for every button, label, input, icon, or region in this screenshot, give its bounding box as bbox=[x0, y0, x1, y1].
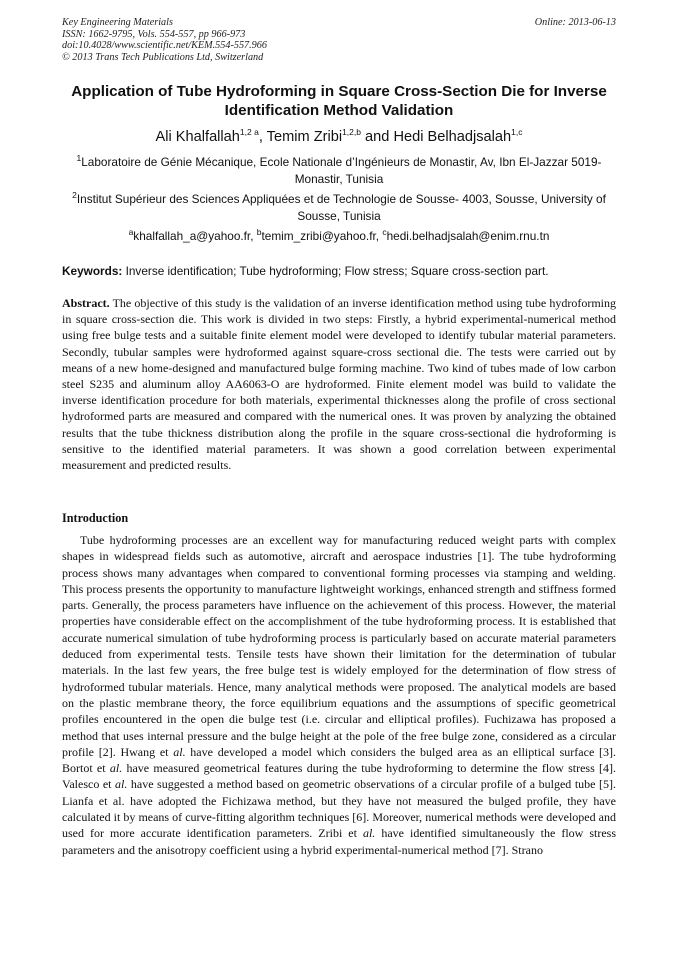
italic-text: al. bbox=[109, 761, 123, 776]
body-text: have identified simultaneously the flow stress parameters and the anisotropy coefficient using a hybrid experimental-numerical method [7]. Strano bbox=[62, 826, 617, 857]
email-list bbox=[62, 228, 616, 245]
keywords-label: Keywords: bbox=[62, 264, 123, 278]
email-superscript: a bbox=[128, 227, 134, 238]
affiliation-2 bbox=[62, 191, 616, 225]
body-text: have measured geometrical features during the tube hydroforming to determine the flow stress [4]. Valesco et bbox=[62, 761, 616, 792]
affiliation-superscript: 2 bbox=[72, 190, 77, 201]
author-name: Ali Khalfallah bbox=[155, 129, 240, 145]
abstract-paragraph bbox=[62, 295, 616, 473]
body-text: Tube hydroforming processes are an excellent way for manufacturing reduced weight parts with complex shapes in widespread fields such as automotive, aircraft and aerospace industries [1]. The tube hydroforming process shows many advantages when compared to conventional forming processes via stamping and welding. This process presents the opportunity to manufacture lightweight workings, enhanced strength and stiffness formed parts. Generally, the process parameters have influence on the achievement of this process. However, the material properties have considerable effect on the accomplishment of the tube hydroforming process. It is established that accurate numerical simulation of tube hydroforming process is particularly based on accurate material parameters deduced from experimental tests. Tensile tests have shown their limitation for the determination of tubular materials. In the last few years, the free bulge test is widely employed for the determination of flow stress of hydroformed tubular materials. Hence, many analytical methods were proposed. The analytical models are based on the plastic membrane theory, the force equilibrium equations and the assumptions of specific geometrical profiles encountered in the open die bulge test (i.e. circular and elliptical profiles). Fuchizawa has proposed a method that uses internal pressure and the bulge height at the pole of the free bulge zone, considered as a circular profile [2]. Hwang et bbox=[62, 533, 616, 759]
paper-title: Application of Tube Hydroforming in Square Cross-Section Die for Inverse Identification Method Validation bbox=[71, 83, 607, 119]
section-heading-introduction: Introduction bbox=[62, 511, 129, 525]
doi-line: doi:10.4028/www.scientific.net/KEM.554-557.966 bbox=[62, 40, 267, 52]
author-list bbox=[62, 128, 616, 146]
italic-text: al. bbox=[362, 826, 376, 841]
email-link[interactable]: khalfallah_a@yahoo.fr bbox=[133, 229, 251, 243]
body-text: have suggested a method based on geometric observations of a circular profile of a bulged tube [5]. Lianfa et al. have adopted the Fichizawa method, but they have not measured the bulged profile, they have calculated it by means of curve-fitting algorithm techniques [6]. Moreover, numerical methods were developed and used for more accurate identification parameters. Zribi et bbox=[62, 777, 616, 841]
keywords-line bbox=[62, 263, 616, 279]
author-superscript: 1,2,b bbox=[342, 127, 361, 138]
affiliation-1 bbox=[62, 154, 616, 188]
issn-line: ISSN: 1662-9795, Vols. 554-557, pp 966-973 bbox=[62, 28, 246, 40]
author-name: Hedi Belhadjsalah bbox=[393, 129, 512, 145]
introduction-paragraph bbox=[62, 532, 616, 858]
email-separator: , bbox=[375, 229, 383, 243]
online-date: Online: 2013-06-13 bbox=[534, 17, 616, 28]
copyright-line: © 2013 Trans Tech Publications Ltd, Switzerland bbox=[62, 51, 264, 63]
affiliation-text: Institut Supérieur des Sciences Appliquées et de Technologie de Sousse- 4003, Sousse, University of Sousse, Tunisia bbox=[76, 192, 606, 223]
author-separator: , bbox=[258, 129, 267, 145]
author-superscript: 1,c bbox=[511, 127, 523, 138]
email-superscript: b bbox=[256, 227, 262, 238]
keywords-text: Inverse identification; Tube hydroforming; Flow stress; Square cross-section part. bbox=[122, 264, 549, 278]
body-text: have developed a model which considers the bulged area as an elliptical surface [3]. Bortot et bbox=[62, 744, 617, 776]
author-superscript: 1,2 a bbox=[239, 127, 259, 138]
italic-text: al. bbox=[115, 777, 128, 792]
italic-text: al. bbox=[173, 744, 186, 759]
author-separator: and bbox=[360, 129, 394, 145]
email-superscript: c bbox=[382, 227, 387, 238]
journal-name: Key Engineering Materials bbox=[62, 17, 173, 28]
affiliation-text: Laboratoire de Génie Mécanique, Ecole Nationale d’Ingénieurs de Monastir, Av, Ibn El-Jazzar 5019- Monastir, Tunisia bbox=[81, 155, 602, 186]
affiliation-superscript: 1 bbox=[76, 153, 82, 164]
abstract-label: Abstract. bbox=[62, 296, 110, 310]
email-separator: , bbox=[250, 229, 257, 243]
author-name: Temim Zribi bbox=[266, 129, 343, 145]
abstract-text: The objective of this study is the validation of an inverse identification method using tube hydroforming in square cross-section die. This work is divided in two steps: Firstly, a hybrid experimental-numerical method using free bulge tests and a suitable finite element model were developed to identify tubular material parameters. Secondly, tubular samples were hydroformed against square-cross sectional die. The tests were carried out by means of a new home-designed and manufactured bulge forming machine. Two kind of tubes made of low carbon steel S235 and aluminum alloy AA6063-O are hydroformed. Finite element model was build to validate the inverse identification procedure for both materials, experimental thicknesses along the profile of cross sectional hydroformed parts are measured and compared with the numerical ones. It was proven by analyzing the obtained results that the tube thickness distribution along the profile in the square cross-sectional die hydroforming is sensitive to the identified material parameters. It was shown a good correlation between experimental measurement and predicted results. bbox=[62, 296, 616, 473]
email-link[interactable]: hedi.belhadjsalah@enim.rnu.tn bbox=[386, 229, 550, 243]
journal-header bbox=[62, 17, 616, 63]
email-link[interactable]: temim_zribi@yahoo.fr bbox=[261, 229, 376, 243]
